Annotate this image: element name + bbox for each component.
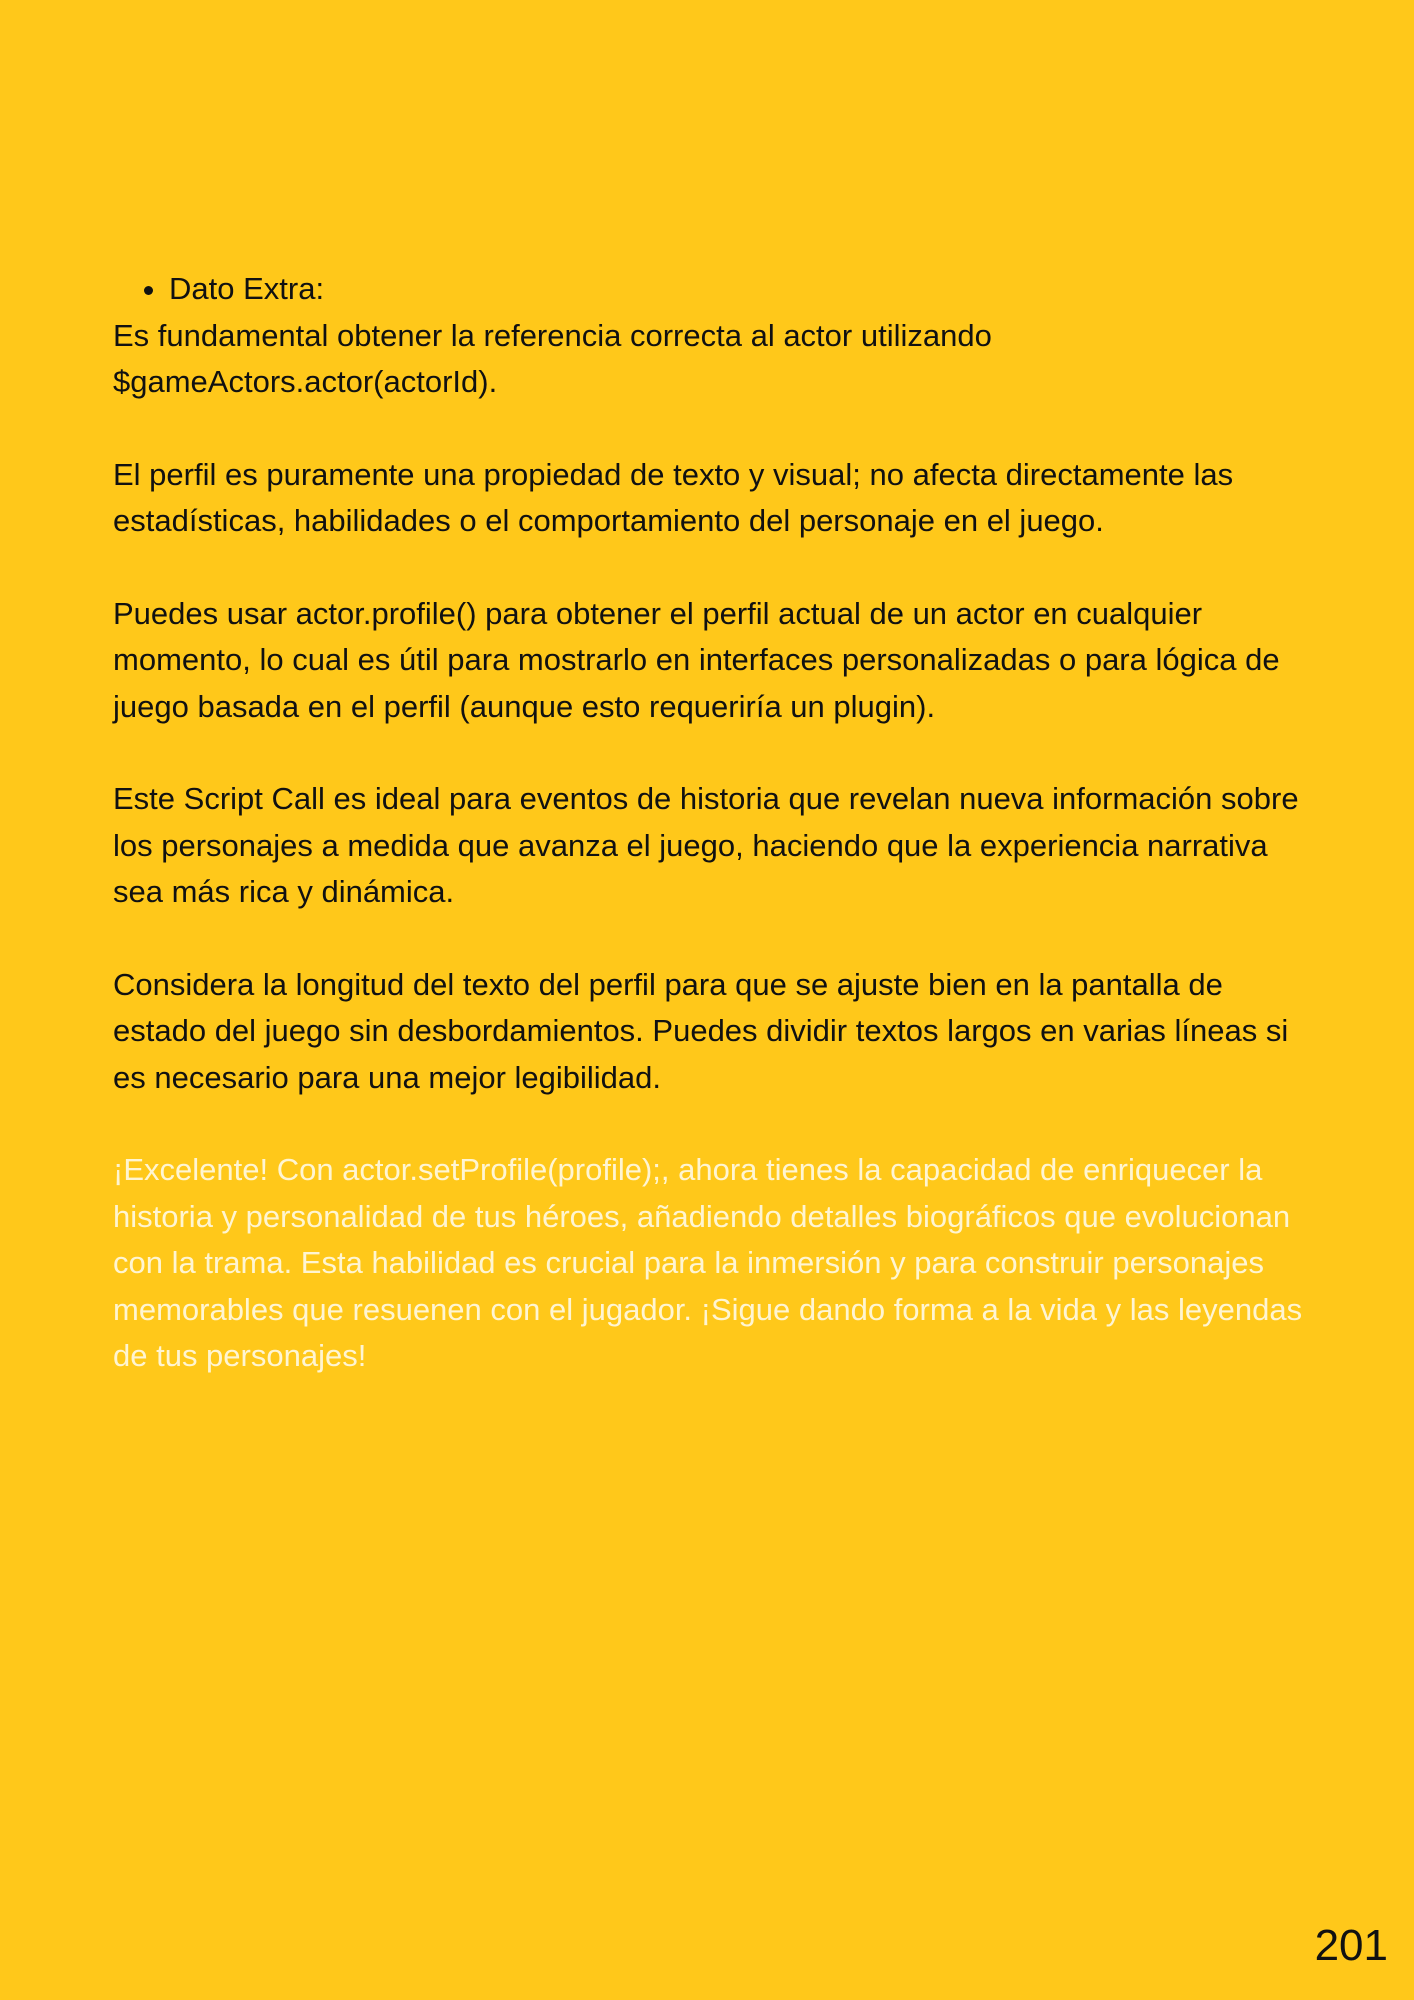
page-content xyxy=(113,266,1313,1426)
bullet-item-dato-extra: • Dato Extra: xyxy=(169,266,1313,313)
bullet-list xyxy=(113,266,1313,313)
paragraph-actor-reference: Es fundamental obtener la referencia correcta al actor utilizando $gameActors.actor(actorId). xyxy=(113,317,992,399)
closing-paragraph: ¡Excelente! Con actor.setProfile(profile);, ahora tienes la capacidad de enriquecer la historia y personalidad de tus héroes, añadiendo detalles biográficos que evolucionan con la trama. Esta habilidad es crucial para la inmersión y para construir personajes memorables que resuenen con el jugador. ¡Sigue dando forma a la vida y las leyendas de tus personajes! xyxy=(113,1152,1303,1373)
paragraph-story-events: Este Script Call es ideal para eventos de historia que revelan nueva información sobre los personajes a medida que avanza el juego, haciendo que la experiencia narrativa sea más rica y dinámica. xyxy=(113,781,1299,909)
paragraph-profile-property: El perfil es puramente una propiedad de texto y visual; no afecta directamente las estadísticas, habilidades o el comportamiento del personaje en el juego. xyxy=(113,456,1234,538)
page-number: 201 xyxy=(1314,1921,1388,1970)
paragraph-text-length: Considera la longitud del texto del perfil para que se ajuste bien en la pantalla de estado del juego sin desbordamientos. Puedes dividir textos largos en varias líneas si es necesario para una mejor legibilidad. xyxy=(113,966,1289,1095)
paragraph-get-profile: Puedes usar actor.profile() para obtener el perfil actual de un actor en cualquier momento, lo cual es útil para mostrarlo en interfaces personalizadas o para lógica de juego basada en el perfil (aunque esto requeriría un plugin). xyxy=(113,595,1280,724)
